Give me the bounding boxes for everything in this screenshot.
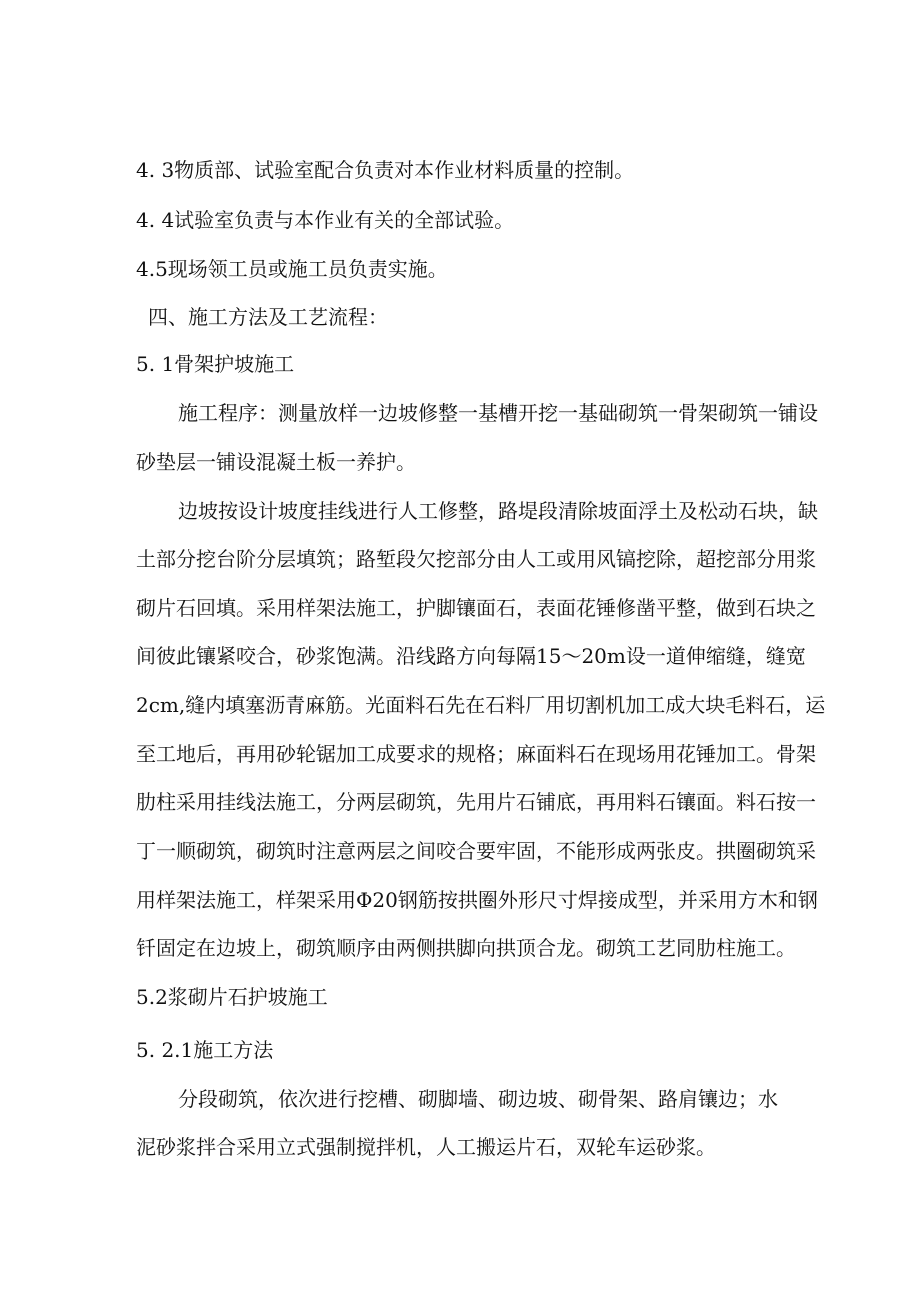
paragraph-line: 泥砂浆拌合采用立式强制搅拌机，人工搬运片石，双轮车运砂浆。 [136, 1135, 716, 1159]
subsection-5-2: 5.2浆砌片石护坡施工 [136, 985, 328, 1009]
paragraph-line: 砌片石回填。采用样架法施工，护脚镶面石，表面花锤修凿平整，做到石块之 [136, 596, 816, 620]
item-4-5: 4.5现场领工员或施工员负责实施。 [136, 257, 448, 281]
paragraph-line: 土部分挖台阶分层填筑；路堑段欠挖部分由人工或用风镐挖除，超挖部分用浆 [136, 547, 816, 571]
paragraph-line: 至工地后，再用砂轮锯加工成要求的规格；麻面料石在现场用花锤加工。骨架 [136, 742, 816, 766]
paragraph-line: 丁一顺砌筑，砌筑时注意两层之间咬合要牢固，不能形成两张皮。拱圈砌筑采 [136, 839, 816, 863]
paragraph-line: 肋柱采用挂线法施工，分两层砌筑，先用片石铺底，再用料石镶面。料石按一 [136, 790, 816, 814]
paragraph-line: 间彼此镶紧咬合，砂浆饱满。沿线路方向每隔15～20m设一道伸缩缝，缝宽 [136, 644, 806, 668]
item-4-3: 4. 3物质部、试验室配合负责对本作业材料质量的控制。 [136, 158, 635, 182]
subsection-5-2-1: 5. 2.1施工方法 [136, 1038, 274, 1062]
paragraph-line: 2cm,缝内填塞沥青麻筋。光面料石先在石料厂用切割机加工成大块毛料石，运 [136, 693, 826, 717]
paragraph-line: 砂垫层一铺设混凝土板一养护。 [136, 450, 416, 474]
subsection-5-1: 5. 1骨架护坡施工 [136, 352, 295, 376]
section-heading-4: 四、施工方法及工艺流程： [148, 305, 388, 329]
item-4-4: 4. 4试验室负责与本作业有关的全部试验。 [136, 208, 515, 232]
paragraph-line: 用样架法施工，样架采用Φ20钢筋按拱圈外形尺寸焊接成型，并采用方木和钢 [136, 888, 818, 912]
paragraph-line: 边坡按设计坡度挂线进行人工修整，路堤段清除坡面浮土及松动石块，缺 [178, 499, 818, 523]
paragraph-line: 钎固定在边坡上，砌筑顺序由两侧拱脚向拱顶合龙。砌筑工艺同肋柱施工。 [136, 936, 796, 960]
paragraph-line: 分段砌筑，依次进行挖槽、砌脚墙、砌边坡、砌骨架、路肩镶边；水 [178, 1087, 778, 1111]
paragraph-line: 施工程序：测量放样一边坡修整一基槽开挖一基础砌筑一骨架砌筑一铺设 [178, 401, 818, 425]
